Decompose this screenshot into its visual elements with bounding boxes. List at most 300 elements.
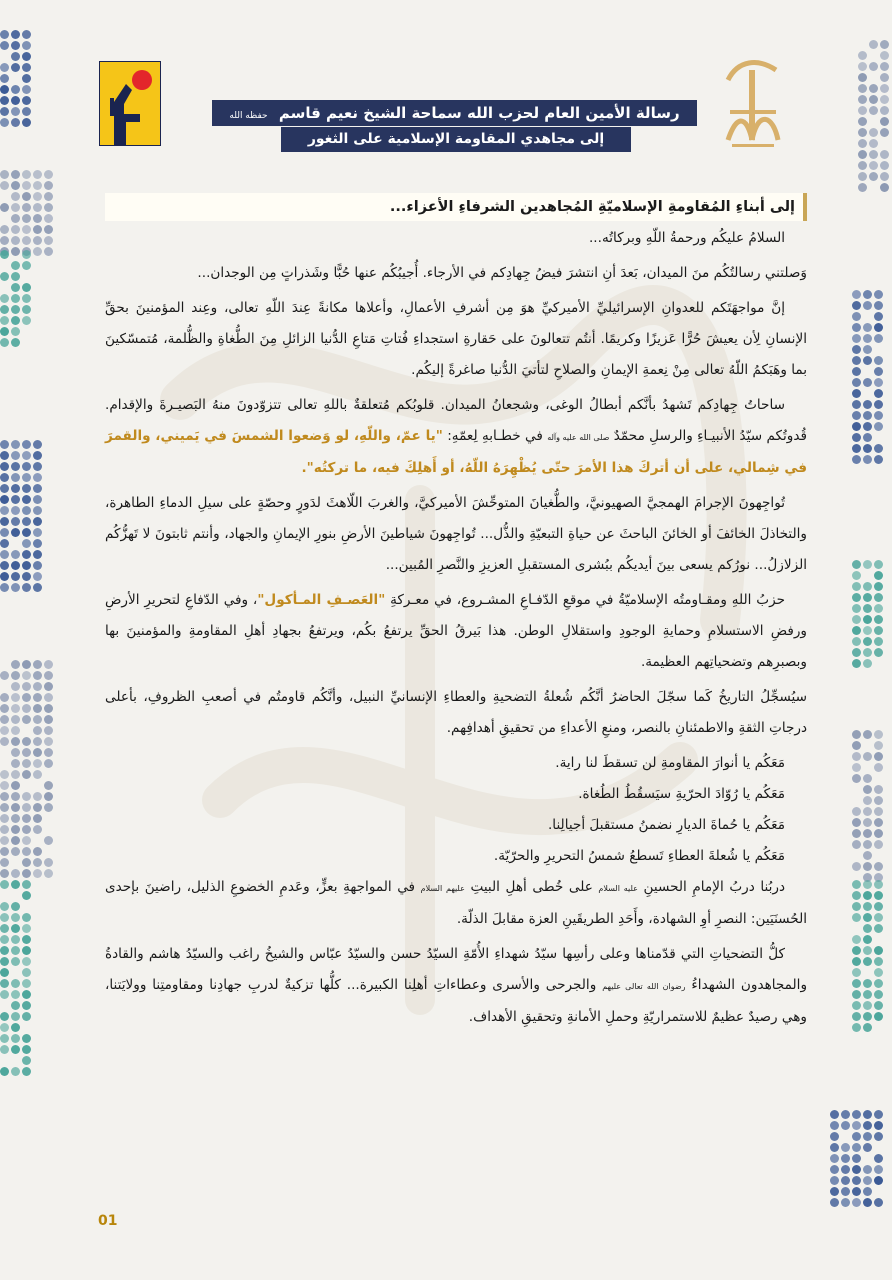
- decorative-dot: [22, 440, 31, 449]
- decorative-dot: [11, 63, 20, 72]
- decorative-dot: [11, 583, 20, 592]
- decorative-dot: [0, 170, 9, 179]
- decorative-dot: [830, 1198, 839, 1207]
- decorative-dot: [863, 935, 872, 944]
- decorative-dot: [22, 660, 31, 669]
- decorative-dot: [880, 106, 889, 115]
- decorative-dot: [852, 946, 861, 955]
- decorative-dot: [33, 572, 42, 581]
- decorative-dot: [874, 1012, 883, 1021]
- decorative-dot: [33, 869, 42, 878]
- decorative-dot: [0, 781, 9, 790]
- decorative-dot: [0, 968, 9, 977]
- decorative-dot: [11, 85, 20, 94]
- decorative-dot: [852, 345, 861, 354]
- decorative-dot: [852, 400, 861, 409]
- decorative-dot: [863, 582, 872, 591]
- decorative-dot: [0, 1012, 9, 1021]
- decorative-dot: [863, 411, 872, 420]
- decorative-dot: [858, 128, 867, 137]
- decorative-dot: [22, 836, 31, 845]
- decorative-dot: [0, 957, 9, 966]
- decorative-dot: [852, 807, 861, 816]
- decorative-dot: [874, 378, 883, 387]
- decorative-dot: [874, 829, 883, 838]
- decorative-dot: [841, 1176, 850, 1185]
- decorative-dot: [874, 957, 883, 966]
- decorative-dot: [33, 539, 42, 548]
- decorative-dot: [874, 862, 883, 871]
- decorative-dot: [11, 484, 20, 493]
- decorative-dot: [874, 880, 883, 889]
- decorative-dot: [0, 561, 9, 570]
- decorative-dot: [11, 1001, 20, 1010]
- decorative-dot: [44, 869, 53, 878]
- decorative-dot: [22, 52, 31, 61]
- decorative-dot: [11, 192, 20, 201]
- decorative-dot: [22, 1067, 31, 1076]
- decorative-dot: [863, 560, 872, 569]
- decorative-dot: [11, 748, 20, 757]
- decorative-dot: [874, 818, 883, 827]
- decorative-dot: [863, 840, 872, 849]
- decorative-dot: [0, 539, 9, 548]
- decorative-dot: [869, 161, 878, 170]
- decorative-dot: [33, 693, 42, 702]
- decorative-dot: [852, 979, 861, 988]
- resistance-emblem-icon: [99, 61, 161, 146]
- decorative-dot: [11, 880, 20, 889]
- decorative-dot: [863, 433, 872, 442]
- decorative-dot: [869, 139, 878, 148]
- decorative-dot: [852, 829, 861, 838]
- prophet-quote: "يا عمّ، واللّهِ، لو وَضعوا الشمسَ في يَميني، والقمرَ في شِمالي، على أن أتركَ هذا الأمرَ حتّى يُظْهِرَهُ اللّهُ، أو أَهلِكَ فيه، ما تركتُه".: [104, 428, 807, 476]
- decorative-dot: [863, 400, 872, 409]
- decorative-dot: [11, 682, 20, 691]
- decorative-dot: [852, 301, 861, 310]
- decorative-dot: [22, 118, 31, 127]
- decorative-dot: [11, 170, 20, 179]
- decorative-dot: [869, 95, 878, 104]
- decorative-dot: [33, 528, 42, 537]
- decorative-dot: [0, 1045, 9, 1054]
- decorative-dot: [863, 913, 872, 922]
- decorative-dot: [863, 1187, 872, 1196]
- decorative-dot: [11, 836, 20, 845]
- decorative-dot: [852, 913, 861, 922]
- decorative-dot: [852, 378, 861, 387]
- decorative-dot: [33, 517, 42, 526]
- greeting-paragraph: السلامُ عليكُم ورحمةُ اللّهِ وبركاتُه...: [588, 230, 785, 246]
- decorative-dot: [11, 1012, 20, 1021]
- decorative-dot: [852, 880, 861, 889]
- decorative-dot: [0, 814, 9, 823]
- decorative-dot: [863, 924, 872, 933]
- decorative-dot: [33, 814, 42, 823]
- decorative-dot: [841, 1121, 850, 1130]
- decorative-dot: [880, 51, 889, 60]
- decorative-dot: [852, 1012, 861, 1021]
- decorative-dot: [841, 1143, 850, 1152]
- decorative-dot: [863, 334, 872, 343]
- decorative-dot: [22, 305, 31, 314]
- decorative-dot: [22, 192, 31, 201]
- decorative-dot: [0, 869, 9, 878]
- decorative-dot: [0, 770, 9, 779]
- decorative-dot: [33, 825, 42, 834]
- decorative-dot: [22, 170, 31, 179]
- decorative-dot: [852, 1001, 861, 1010]
- decorative-dot: [0, 517, 9, 526]
- decorative-dot: [44, 682, 53, 691]
- decorative-dot: [0, 902, 9, 911]
- decorative-dot: [863, 902, 872, 911]
- decorative-dot: [44, 181, 53, 190]
- decorative-dot: [863, 593, 872, 602]
- decorative-dot: [0, 440, 9, 449]
- decorative-dot: [11, 550, 20, 559]
- decorative-dot: [11, 517, 20, 526]
- page-subtitle: إلى مجاهدي المقاومة الإسلامية على الثغور: [281, 127, 631, 152]
- decorative-dot: [874, 1176, 883, 1185]
- decorative-dot: [852, 323, 861, 332]
- decorative-dot: [874, 389, 883, 398]
- decorative-dot: [852, 1154, 861, 1163]
- decorative-dot: [874, 411, 883, 420]
- decorative-dot: [852, 648, 861, 657]
- decorative-dot: [44, 792, 53, 801]
- decorative-dot: [863, 807, 872, 816]
- salutation-heading: إلى أبناءِ المُقاومةِ الإسلاميّةِ المُجاهدين الشرفاءِ الأعزاء...: [105, 193, 807, 221]
- decorative-dot: [0, 1067, 9, 1076]
- decorative-dot: [44, 715, 53, 724]
- decorative-dot: [22, 814, 31, 823]
- decorative-dot: [852, 1165, 861, 1174]
- decorative-dot: [880, 73, 889, 82]
- decorative-dot: [0, 272, 9, 281]
- decorative-dot: [852, 560, 861, 569]
- decorative-dot: [858, 150, 867, 159]
- decorative-dot: [863, 1012, 872, 1021]
- decorative-dot: [874, 913, 883, 922]
- decorative-dot: [0, 236, 9, 245]
- decorative-dot: [44, 192, 53, 201]
- decorative-dot: [22, 913, 31, 922]
- decorative-dot: [11, 236, 20, 245]
- decorative-dot: [33, 247, 42, 256]
- decorative-dot: [0, 225, 9, 234]
- decorative-dot: [852, 1187, 861, 1196]
- decorative-dot: [44, 704, 53, 713]
- decorative-dot: [44, 781, 53, 790]
- decorative-dot: [44, 737, 53, 746]
- decorative-dot: [44, 203, 53, 212]
- paragraph-1: وَصلتني رسالتُكُم منَ الميدان، بَعدَ أنِ انتشرَ فيضُ جِهادِكم في الأرجاء. أُجيبُكُم عنها حُبًّا وشَذراتٍ مِن الوجدان...: [197, 265, 807, 281]
- decorative-dot: [22, 847, 31, 856]
- decorative-dot: [11, 781, 20, 790]
- decorative-dot: [11, 825, 20, 834]
- decorative-dot: [0, 583, 9, 592]
- decorative-dot: [880, 172, 889, 181]
- decorative-dot: [869, 150, 878, 159]
- decorative-dot: [858, 51, 867, 60]
- decorative-dot: [863, 1023, 872, 1032]
- decorative-dot: [863, 422, 872, 431]
- decorative-dot: [863, 444, 872, 453]
- decorative-dot: [863, 774, 872, 783]
- decorative-dot: [863, 659, 872, 668]
- decorative-dot: [11, 294, 20, 303]
- decorative-dot: [863, 323, 872, 332]
- decorative-dot: [44, 803, 53, 812]
- decorative-dot: [852, 1198, 861, 1207]
- decorative-dot: [880, 40, 889, 49]
- decorative-dot: [11, 704, 20, 713]
- decorative-dot: [11, 118, 20, 127]
- decorative-dot: [863, 1110, 872, 1119]
- decorative-dot: [830, 1187, 839, 1196]
- decorative-dot: [852, 659, 861, 668]
- decorative-dot: [11, 247, 20, 256]
- decorative-dot: [874, 1110, 883, 1119]
- decorative-dot: [841, 1110, 850, 1119]
- decorative-dot: [22, 506, 31, 515]
- decorative-dot: [11, 316, 20, 325]
- decorative-dot: [869, 40, 878, 49]
- decorative-dot: [874, 840, 883, 849]
- decorative-dot: [0, 737, 9, 746]
- decorative-dot: [0, 250, 9, 259]
- decorative-dot: [22, 968, 31, 977]
- decorative-dot: [874, 763, 883, 772]
- decorative-dot: [22, 704, 31, 713]
- decorative-dot: [0, 96, 9, 105]
- decorative-dot: [852, 1132, 861, 1141]
- decorative-dot: [0, 451, 9, 460]
- decorative-dot: [0, 316, 9, 325]
- decorative-dot: [22, 825, 31, 834]
- decorative-dot: [874, 422, 883, 431]
- decorative-dot: [44, 170, 53, 179]
- decorative-dot: [863, 1001, 872, 1010]
- decorative-dot: [852, 334, 861, 343]
- verse-line: مَعَكُم يا حُماةَ الديارِ نضمنُ مستقبلَ أجيالِنا.: [547, 817, 785, 833]
- decorative-dot: [11, 214, 20, 223]
- decorative-dot: [852, 615, 861, 624]
- decorative-dot: [874, 741, 883, 750]
- decorative-dot: [11, 41, 20, 50]
- decorative-dot: [22, 1001, 31, 1010]
- decorative-dot: [874, 604, 883, 613]
- decorative-dot: [858, 139, 867, 148]
- decorative-dot: [22, 261, 31, 270]
- decorative-dot: [874, 1121, 883, 1130]
- decorative-dot: [841, 1198, 850, 1207]
- decorative-dot: [858, 172, 867, 181]
- decorative-dot: [874, 455, 883, 464]
- decorative-dot: [33, 225, 42, 234]
- decorative-dot: [874, 334, 883, 343]
- decorative-dot: [863, 829, 872, 838]
- decorative-dot: [0, 979, 9, 988]
- decorative-dot: [874, 924, 883, 933]
- title-honorific: حفظه الله: [229, 111, 268, 121]
- decorative-dot: [11, 693, 20, 702]
- decorative-dot: [44, 671, 53, 680]
- decorative-dot: [22, 236, 31, 245]
- decorative-dot: [858, 73, 867, 82]
- decorative-dot: [11, 957, 20, 966]
- decorative-dot: [874, 752, 883, 761]
- decorative-dot: [852, 1143, 861, 1152]
- decorative-dot: [863, 1165, 872, 1174]
- paragraph-8-text: كلُّ التضحياتِ التي قدّمناها وعلى رأسِها سيّدُ شهداءِ الأُمّةِ السيّدُ حسن والسيّدُ عبّاس والشيخُ راغب والسيّدُ هاشم والقادةُ والمجاهدون الشهداءُ: [105, 946, 808, 993]
- decorative-dot: [33, 484, 42, 493]
- decorative-dot: [22, 935, 31, 944]
- decorative-dot: [22, 462, 31, 471]
- decorative-dot: [22, 792, 31, 801]
- decorative-dot: [874, 1154, 883, 1163]
- decorative-dot: [852, 593, 861, 602]
- decorative-dot: [11, 528, 20, 537]
- title-text: رسالة الأمين العام لحزب الله سماحة الشيخ نعيم قاسم: [278, 104, 680, 122]
- decorative-dot: [863, 752, 872, 761]
- decorative-dot: [33, 704, 42, 713]
- decorative-dot: [869, 106, 878, 115]
- decorative-dot: [869, 128, 878, 137]
- verse-line: مَعَكُم يا رُوّادَ الحرّيةِ سيَسقُطُ الطُغاة.: [578, 786, 785, 802]
- paragraph-2: إنَّ مواجهَتَكم للعدوانِ الإسرائيليِّ الأميركيِّ هوَ مِن أشرفِ الأعمالِ، وأعلاها مكانةً عِندَ اللّهِ تعالى، وعِند المؤمنينَ بحقِّ الإنسانِ لِأن يعيشَ حُرًّا عَزيزًا وكريمًا. أنتُم تتعالونَ على حَقارةِ استجداءِ فُتاتِ مَتاعِ الدُّنيا الزائلِ مِنَ الطُّغاةِ والظُّلمة، مُتمسّكينَ بما وهَبَكمُ اللّهُ تعالى مِنْ نِعمةِ الإيمانِ والصلاحِ لتأتيَ الدُّنيا صاغرةً إليكُم.: [105, 300, 807, 378]
- decorative-dot: [852, 1176, 861, 1185]
- decorative-dot: [0, 107, 9, 116]
- decorative-dot: [44, 214, 53, 223]
- decorative-dot: [874, 1132, 883, 1141]
- decorative-dot: [33, 473, 42, 482]
- page-title: [212, 100, 697, 126]
- decorative-dot: [0, 85, 9, 94]
- decorative-dot: [852, 571, 861, 580]
- decorative-dot: [880, 161, 889, 170]
- decorative-dot: [863, 615, 872, 624]
- decorative-dot: [33, 181, 42, 190]
- decorative-dot: [874, 968, 883, 977]
- decorative-dot: [11, 261, 20, 270]
- decorative-dot: [863, 957, 872, 966]
- decorative-dot: [852, 752, 861, 761]
- verse-line: مَعَكُم يا أنوارَ المقاومةِ لن تسقطَ لنا راية.: [555, 755, 785, 771]
- decorative-dot: [22, 748, 31, 757]
- decorative-dot: [22, 759, 31, 768]
- decorative-dot: [874, 637, 883, 646]
- decorative-dot: [22, 770, 31, 779]
- decorative-dot: [44, 836, 53, 845]
- decorative-dot: [11, 30, 20, 39]
- decorative-dot: [863, 891, 872, 900]
- decorative-dot: [874, 356, 883, 365]
- decorative-dot: [11, 759, 20, 768]
- decorative-dot: [22, 946, 31, 955]
- decorative-dot: [863, 796, 872, 805]
- decorative-dot: [852, 1023, 861, 1032]
- decorative-dot: [874, 891, 883, 900]
- battle-name: "العَصـفِ المـأكول": [257, 592, 386, 608]
- decorative-dot: [863, 301, 872, 310]
- decorative-dot: [0, 338, 9, 347]
- decorative-dot: [0, 990, 9, 999]
- decorative-dot: [852, 730, 861, 739]
- decorative-dot: [874, 1165, 883, 1174]
- decorative-dot: [11, 726, 20, 735]
- decorative-dot: [22, 316, 31, 325]
- decorative-dot: [0, 847, 9, 856]
- decorative-dot: [874, 560, 883, 569]
- decorative-dot: [852, 389, 861, 398]
- decorative-dot: [22, 671, 31, 680]
- decorative-dot: [33, 715, 42, 724]
- decorative-dot: [874, 946, 883, 955]
- paragraph-7-text: دربُنا دربُ الإمامِ الحسينِ: [643, 879, 785, 895]
- decorative-dot: [869, 62, 878, 71]
- decorative-dot: [0, 118, 9, 127]
- decorative-dot: [863, 455, 872, 464]
- decorative-dot: [11, 107, 20, 116]
- decorative-dot: [22, 561, 31, 570]
- decorative-dot: [0, 715, 9, 724]
- decorative-dot: [0, 473, 9, 482]
- decorative-dot: [44, 225, 53, 234]
- decorative-dot: [33, 440, 42, 449]
- decorative-dot: [852, 455, 861, 464]
- decorative-dot: [33, 748, 42, 757]
- decorative-dot: [44, 693, 53, 702]
- decorative-dot: [858, 117, 867, 126]
- decorative-dot: [11, 473, 20, 482]
- decorative-dot: [22, 74, 31, 83]
- decorative-dot: [852, 433, 861, 442]
- letter-body: [105, 193, 807, 1037]
- decorative-dot: [874, 290, 883, 299]
- decorative-dot: [863, 604, 872, 613]
- decorative-dot: [863, 345, 872, 354]
- page-number: 01: [98, 1213, 118, 1229]
- decorative-dot: [22, 1034, 31, 1043]
- decorative-dot: [0, 1034, 9, 1043]
- decorative-dot: [33, 803, 42, 812]
- decorative-dot: [11, 272, 20, 281]
- decorative-dot: [852, 411, 861, 420]
- decorative-dot: [44, 247, 53, 256]
- decorative-dot: [22, 803, 31, 812]
- decorative-dot: [852, 902, 861, 911]
- decorative-dot: [11, 847, 20, 856]
- decorative-dot: [0, 495, 9, 504]
- decorative-dot: [22, 181, 31, 190]
- decorative-dot: [0, 41, 9, 50]
- decorative-dot: [33, 462, 42, 471]
- decorative-dot: [852, 312, 861, 321]
- decorative-dot: [863, 1132, 872, 1141]
- decorative-dot: [22, 250, 31, 259]
- decorative-dot: [830, 1121, 839, 1130]
- decorative-dot: [858, 161, 867, 170]
- decorative-dot: [858, 106, 867, 115]
- decorative-dot: [841, 1187, 850, 1196]
- decorative-dot: [852, 604, 861, 613]
- decorative-dot: [22, 41, 31, 50]
- decorative-dot: [0, 305, 9, 314]
- decorative-dot: [0, 1023, 9, 1032]
- decorative-dot: [858, 84, 867, 93]
